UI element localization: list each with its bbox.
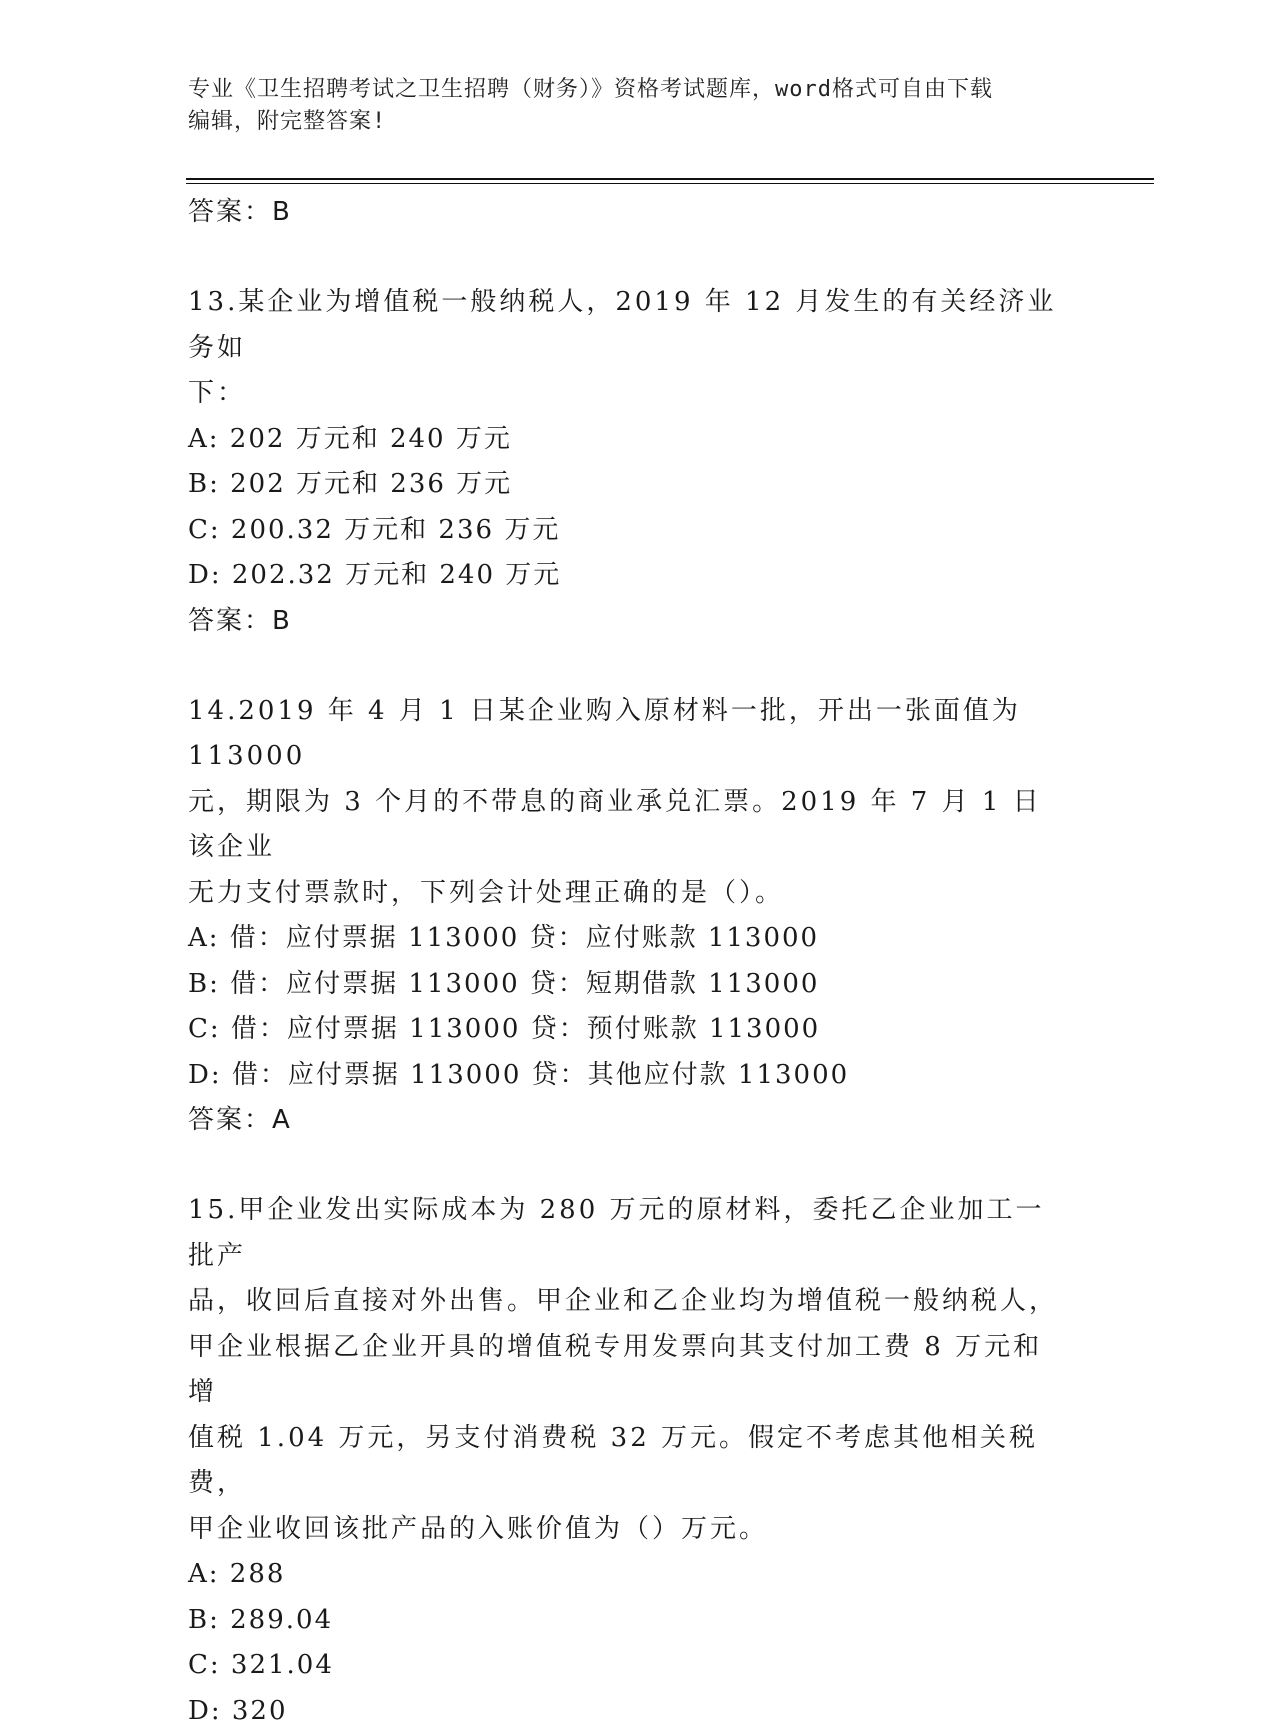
answer: 答案：B — [188, 599, 1068, 644]
question-stem — [188, 689, 1068, 917]
stem-line: 下： — [188, 371, 1068, 417]
option-a: A: 202 万元和 240 万元 — [188, 417, 1068, 463]
header-line-1: 专业《卫生招聘考试之卫生招聘（财务）》资格考试题库，word格式可自由下载 — [188, 74, 1088, 106]
stem-line: 品，收回后直接对外出售。甲企业和乙企业均为增值税一般纳税人， — [188, 1279, 1068, 1325]
stem-line: 值税 1.04 万元，另支付消费税 32 万元。假定不考虑其他相关税费， — [188, 1416, 1068, 1507]
option-b: B: 202 万元和 236 万元 — [188, 462, 1068, 508]
option-d: D: 320 — [188, 1689, 1068, 1734]
header-line-2: 编辑，附完整答案! — [188, 106, 1088, 138]
stem-line: 无力支付票款时，下列会计处理正确的是（）。 — [188, 871, 1068, 917]
stem-line: 14.2019 年 4 月 1 日某企业购入原材料一批，开出一张面值为 113000 — [188, 689, 1068, 780]
option-b: B: 289.04 — [188, 1598, 1068, 1644]
option-c: C: 借：应付票据 113000 贷：预付账款 113000 — [188, 1007, 1068, 1053]
question-14 — [188, 689, 1068, 1144]
previous-answer: 答案：B — [188, 190, 1068, 235]
header-divider-thick — [186, 178, 1154, 180]
option-a: A: 借：应付票据 113000 贷：应付账款 113000 — [188, 916, 1068, 962]
option-b: B: 借：应付票据 113000 贷：短期借款 113000 — [188, 962, 1068, 1008]
option-c: C: 200.32 万元和 236 万元 — [188, 508, 1068, 554]
question-13 — [188, 280, 1068, 644]
option-a: A: 288 — [188, 1552, 1068, 1598]
option-d: D: 202.32 万元和 240 万元 — [188, 553, 1068, 599]
spacer — [188, 644, 1068, 689]
document-header — [188, 74, 1088, 138]
stem-line: 甲企业收回该批产品的入账价值为（）万元。 — [188, 1507, 1068, 1553]
stem-line: 15.甲企业发出实际成本为 280 万元的原材料，委托乙企业加工一批产 — [188, 1188, 1068, 1279]
option-c: C: 321.04 — [188, 1643, 1068, 1689]
spacer — [188, 1143, 1068, 1188]
question-stem — [188, 1188, 1068, 1552]
document-body — [188, 190, 1068, 1734]
stem-line: 13.某企业为增值税一般纳税人，2019 年 12 月发生的有关经济业务如 — [188, 280, 1068, 371]
spacer — [188, 235, 1068, 280]
answer: 答案：A — [188, 1098, 1068, 1143]
question-15 — [188, 1188, 1068, 1734]
question-stem — [188, 280, 1068, 417]
option-d: D: 借：应付票据 113000 贷：其他应付款 113000 — [188, 1053, 1068, 1099]
stem-line: 元，期限为 3 个月的不带息的商业承兑汇票。2019 年 7 月 1 日该企业 — [188, 780, 1068, 871]
stem-line: 甲企业根据乙企业开具的增值税专用发票向其支付加工费 8 万元和增 — [188, 1325, 1068, 1416]
header-divider-thin — [186, 183, 1154, 184]
